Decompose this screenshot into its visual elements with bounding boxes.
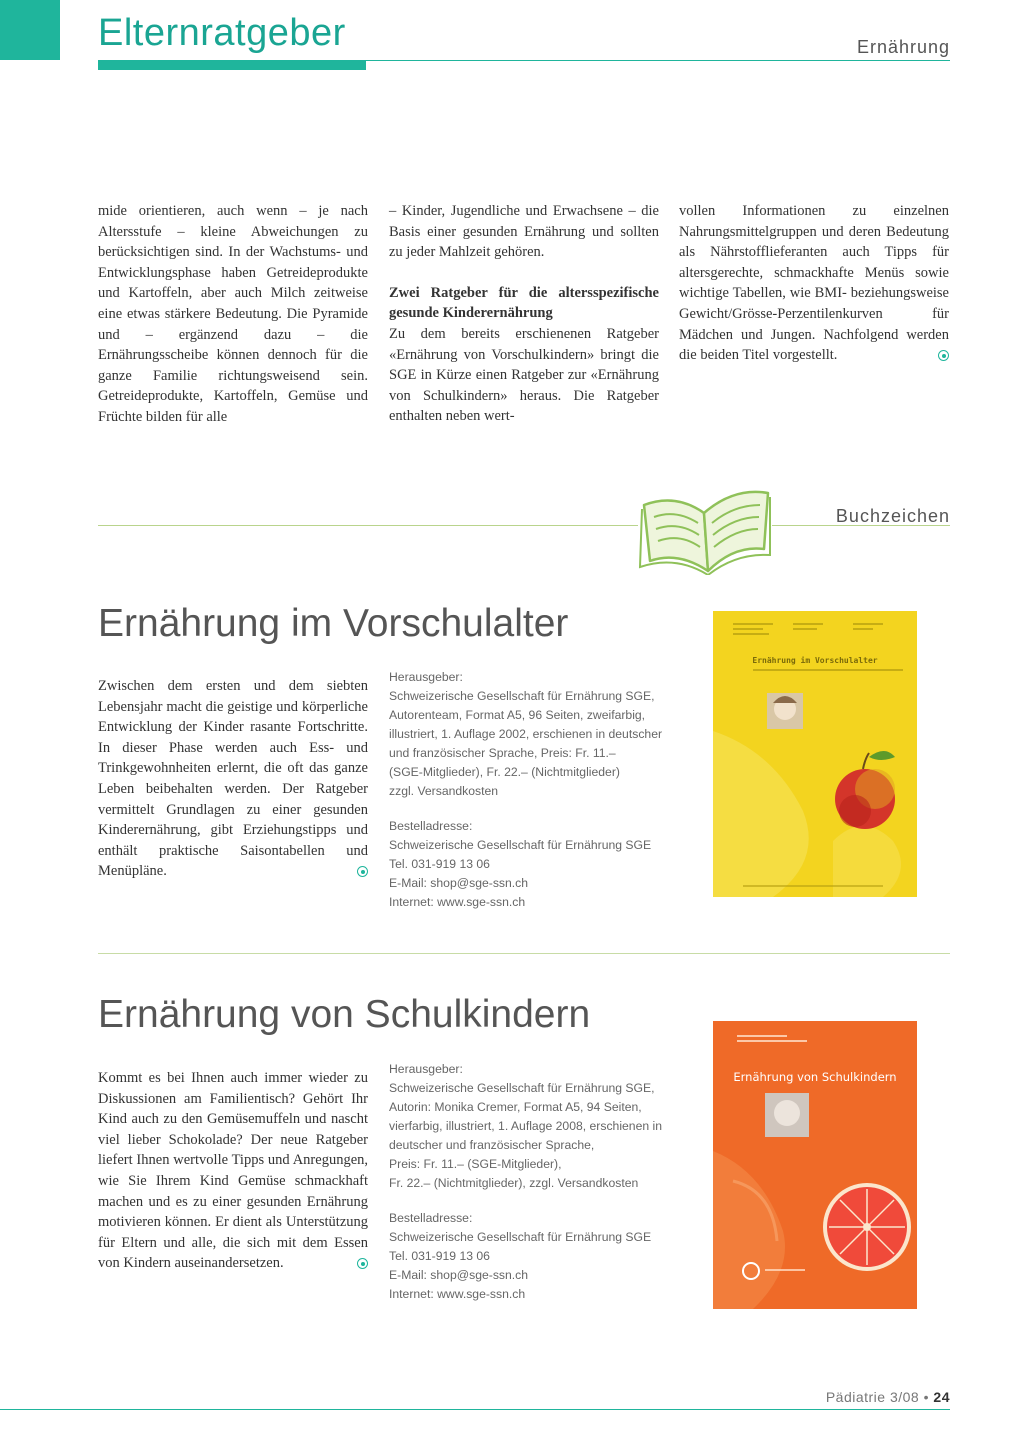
info-line: illustriert, 1. Auflage 2002, erschienen in deutscher <box>389 727 663 741</box>
article-1-body: Zwischen dem ersten und dem siebten Lebensjahr macht die geistige und körperliche Entwicklung der Kinder rasante Fortschritte. In dieser Phase werden auch Ess- und Trinkgewohnheiten erlernt, die oft das ganze Leben beibehalten werden. Der Ratgeber vermittelt Grundlagen zu einer gesunden Kinderernährung, gibt Erziehungstipps und enthält praktische Saisontabellen und Menüpläne. <box>98 678 368 880</box>
book-cover-vorschulalter <box>713 611 917 897</box>
section-label: Ernährung <box>856 37 950 57</box>
article-separator <box>98 953 950 954</box>
article-1-text <box>98 676 368 882</box>
order-line: E-Mail: shop@sge-ssn.ch <box>389 876 529 890</box>
column-3-text <box>679 201 949 366</box>
header-color-block <box>0 0 60 60</box>
open-book-icon <box>636 483 776 580</box>
article-1-info <box>389 668 669 912</box>
header-accent-bar <box>98 60 366 70</box>
order-line: E-Mail: shop@sge-ssn.ch <box>389 1268 529 1282</box>
cover-title: Ernährung von Schulkindern <box>733 1070 897 1084</box>
article-2-title: Ernährung von Schulkindern <box>98 993 591 1036</box>
cover-title: Ernährung im Vorschulalter <box>752 656 878 665</box>
page-number: 24 <box>933 1389 950 1405</box>
column-1-text: mide orientieren, auch wenn – je nach Altersstufe – kleine Abweichungen zu berücksichtigen sind. In der Wachstums- und Entwicklungsphase haben Getreideprodukte und Kartoffeln, aber auch Milch zeitweise eine etwas stärkere Bedeutung. Die Pyramide und – ergänzend dazu – die Ernährungsscheibe können dennoch für die ganze Familie richtungsweisend sein. Getreideprodukte, Kartoffeln, Gemüse und Früchte bilden für alle <box>98 203 368 425</box>
info-line: zzgl. Versandkosten <box>389 784 499 798</box>
order-line: Tel. 031-919 13 06 <box>389 857 490 871</box>
info-line: vierfarbig, illustriert, 1. Auflage 2008, erschienen in <box>389 1119 663 1133</box>
footer-bullet: • <box>923 1389 930 1405</box>
book-cover-schulkindern <box>713 1021 917 1309</box>
end-mark-icon <box>938 350 949 361</box>
end-mark-icon <box>357 1258 368 1269</box>
article-2-info <box>389 1060 669 1304</box>
info-line: (SGE-Mitglieder), Fr. 22.– (Nichtmitglieder) <box>389 765 620 779</box>
info-line: Autorin: Monika Cremer, Format A5, 94 Seiten, <box>389 1100 642 1114</box>
bookmark-label: Buchzeichen <box>835 506 950 526</box>
order-line: Tel. 031-919 13 06 <box>389 1249 490 1263</box>
column-3-body: vollen Informationen zu einzelnen Nahrungsmittelgruppen und deren Bedeutung als Nährstofflieferanten auch Tipps für altersgerechte, schmackhafte Menüs sowie wichtige Tabellen, wie BMI- beziehungsweise Gewicht/Grösse-Perzentilenkurven für Mädchen und Jungen. Nachfolgend werden die beiden Titel vorgestellt. <box>679 203 949 364</box>
info-line: Herausgeber: <box>389 670 463 684</box>
article-1-title: Ernährung im Vorschulalter <box>98 602 569 645</box>
order-line: Schweizerische Gesellschaft für Ernährung SGE <box>389 1230 652 1244</box>
info-line: Schweizerische Gesellschaft für Ernährung SGE, <box>389 1081 655 1095</box>
article-2-body: Kommt es bei Ihnen auch immer wieder zu Diskussionen am Familientisch? Gehört Ihr Kind auch zu den Gemüsemuffeln und nascht viel lieber Schokolade? Der neue Ratgeber liefert Ihnen wertvolle Tipps und Anregungen, wie Sie Ihrem Kind Gemüse schmackhaft machen und es zu einer gesunden Ernährung motivieren können. Er dient als Unterstützung für Eltern und alle, die sich mit dem Essen von Kindern auseinandersetzen. <box>98 1070 368 1272</box>
column-2-heading: Zwei Ratgeber für die altersspezifische gesunde Kinderernährung <box>389 284 659 322</box>
journal-name: Pädiatrie 3/08 <box>825 1389 920 1405</box>
end-mark-icon <box>357 866 368 877</box>
info-line: Schweizerische Gesellschaft für Ernährung SGE, <box>389 689 655 703</box>
info-line: Preis: Fr. 11.– (SGE-Mitglieder), <box>389 1157 562 1171</box>
page-header-title: Elternratgeber <box>98 12 346 54</box>
text-column-3 <box>679 201 949 366</box>
article-2-text <box>98 1068 368 1274</box>
info-line: Fr. 22.– (Nichtmitglieder), zzgl. Versandkosten <box>389 1176 639 1190</box>
text-column-2 <box>389 201 659 427</box>
order-line: Bestelladresse: <box>389 1211 473 1225</box>
order-line: Bestelladresse: <box>389 819 473 833</box>
info-line: und französischer Sprache, Preis: Fr. 11.– <box>389 746 616 760</box>
info-line: deutscher und französischer Sprache, <box>389 1138 595 1152</box>
info-line: Herausgeber: <box>389 1062 463 1076</box>
bookmark-rule-left <box>98 525 638 526</box>
column-2-text-b: Zu dem bereits erschienenen Ratgeber «Ernährung von Vorschulkindern» bringt die SGE in Kürze einen Ratgeber zur «Ernährung von Schulkindern» heraus. Die Ratgeber enthalten neben wert- <box>389 325 659 425</box>
column-2-text-a: – Kinder, Jugendliche und Erwachsene – die Basis einer gesunden Ernährung und sollten zu jeder Mahlzeit gehören. <box>389 203 659 261</box>
order-line: Internet: www.sge-ssn.ch <box>389 895 526 909</box>
page-footer <box>826 1389 950 1405</box>
info-line: Autorenteam, Format A5, 96 Seiten, zweifarbig, <box>389 708 646 722</box>
order-line: Schweizerische Gesellschaft für Ernährung SGE <box>389 838 652 852</box>
order-line: Internet: www.sge-ssn.ch <box>389 1287 526 1301</box>
footer-rule <box>0 1409 950 1410</box>
text-column-1 <box>98 201 368 428</box>
